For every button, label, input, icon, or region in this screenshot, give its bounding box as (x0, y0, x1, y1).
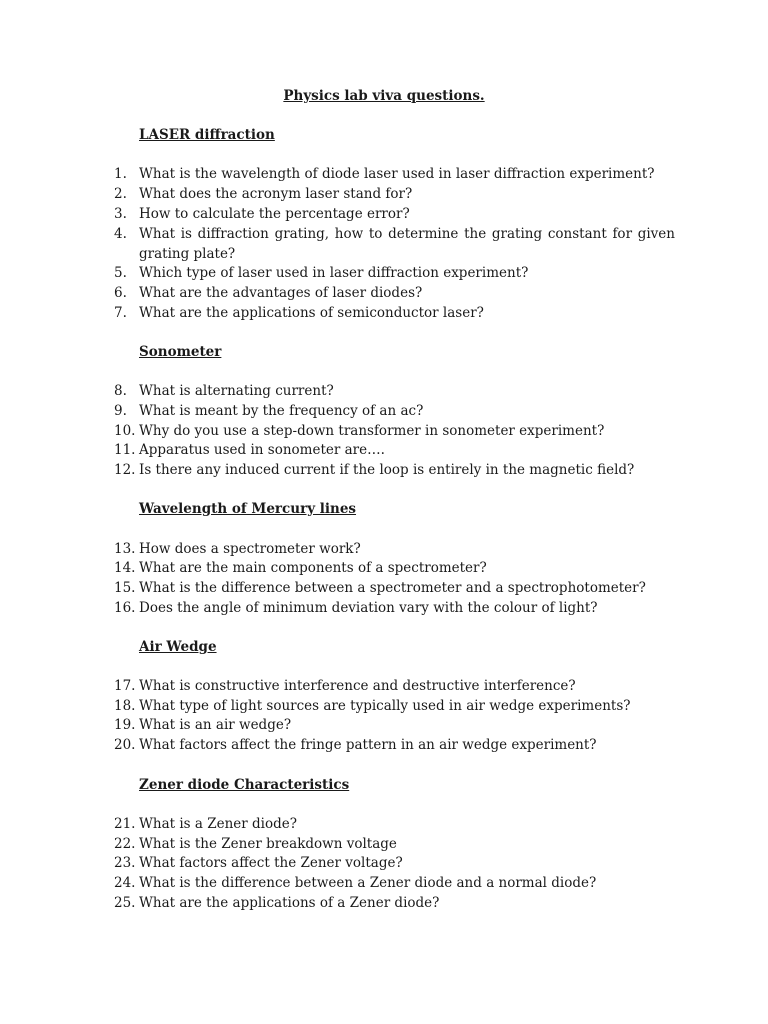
question-text: What are the advantages of laser diodes? (139, 285, 423, 301)
section-heading-sonometer: Sonometer (139, 344, 222, 360)
question-number: 20. (114, 737, 136, 753)
question-number: 5. (114, 265, 127, 281)
question-text: Which type of laser used in laser diffraction experiment? (139, 265, 529, 281)
question-text: What is a Zener diode? (139, 816, 297, 832)
section-heading-air-wedge: Air Wedge (139, 639, 217, 655)
question-text: What is diffraction grating, how to determine the grating constant for given grating plate? (139, 226, 675, 262)
question-text: Is there any induced current if the loop is entirely in the magnetic field? (139, 462, 635, 478)
question-number: 25. (114, 895, 136, 911)
question-text: What is the difference between a spectrometer and a spectrophotometer? (139, 580, 646, 596)
section-heading-laser-diffraction: LASER diffraction (139, 127, 275, 143)
question-text: What is the wavelength of diode laser used in laser diffraction experiment? (139, 166, 655, 182)
question-text: What is the difference between a Zener diode and a normal diode? (139, 875, 597, 891)
question-text: What is constructive interference and destructive interference? (139, 678, 576, 694)
question-text: What is meant by the frequency of an ac? (139, 403, 424, 419)
question-number: 21. (114, 816, 136, 832)
question-text: What does the acronym laser stand for? (139, 186, 413, 202)
question-number: 10. (114, 423, 136, 439)
question-number: 13. (114, 541, 136, 557)
question-text: Why do you use a step-down transformer in sonometer experiment? (139, 423, 605, 439)
question-text: What is alternating current? (139, 383, 334, 399)
question-number: 24. (114, 875, 136, 891)
question-text: How does a spectrometer work? (139, 541, 361, 557)
question-number: 2. (114, 186, 127, 202)
question-number: 18. (114, 698, 136, 714)
question-number: 4. (114, 226, 127, 242)
question-number: 15. (114, 580, 136, 596)
question-number: 22. (114, 836, 136, 852)
question-number: 1. (114, 166, 127, 182)
question-text: What factors affect the Zener voltage? (139, 855, 403, 871)
question-number: 6. (114, 285, 127, 301)
question-number: 8. (114, 383, 127, 399)
page-title: Physics lab viva questions. (283, 88, 485, 104)
question-number: 7. (114, 305, 127, 321)
question-text: Does the angle of minimum deviation vary with the colour of light? (139, 600, 598, 616)
question-number: 23. (114, 855, 136, 871)
question-number: 14. (114, 560, 136, 576)
question-text: What is an air wedge? (139, 717, 292, 733)
question-number: 16. (114, 600, 136, 616)
question-number: 17. (114, 678, 136, 694)
question-number: 11. (114, 442, 136, 458)
question-number: 19. (114, 717, 136, 733)
question-text: What factors affect the fringe pattern in an air wedge experiment? (139, 737, 597, 753)
question-text: What are the applications of a Zener diode? (139, 895, 440, 911)
section-heading-zener-diode: Zener diode Characteristics (139, 777, 350, 793)
section-heading-mercury-lines: Wavelength of Mercury lines (139, 501, 357, 517)
question-text: How to calculate the percentage error? (139, 206, 410, 222)
question-text: What are the applications of semiconductor laser? (139, 305, 484, 321)
question-text: Apparatus used in sonometer are…. (139, 442, 385, 458)
question-text: What are the main components of a spectrometer? (139, 560, 487, 576)
question-number: 3. (114, 206, 127, 222)
question-text: What is the Zener breakdown voltage (139, 836, 397, 852)
question-number: 12. (114, 462, 136, 478)
question-number: 9. (114, 403, 127, 419)
question-text: What type of light sources are typically used in air wedge experiments? (139, 698, 631, 714)
